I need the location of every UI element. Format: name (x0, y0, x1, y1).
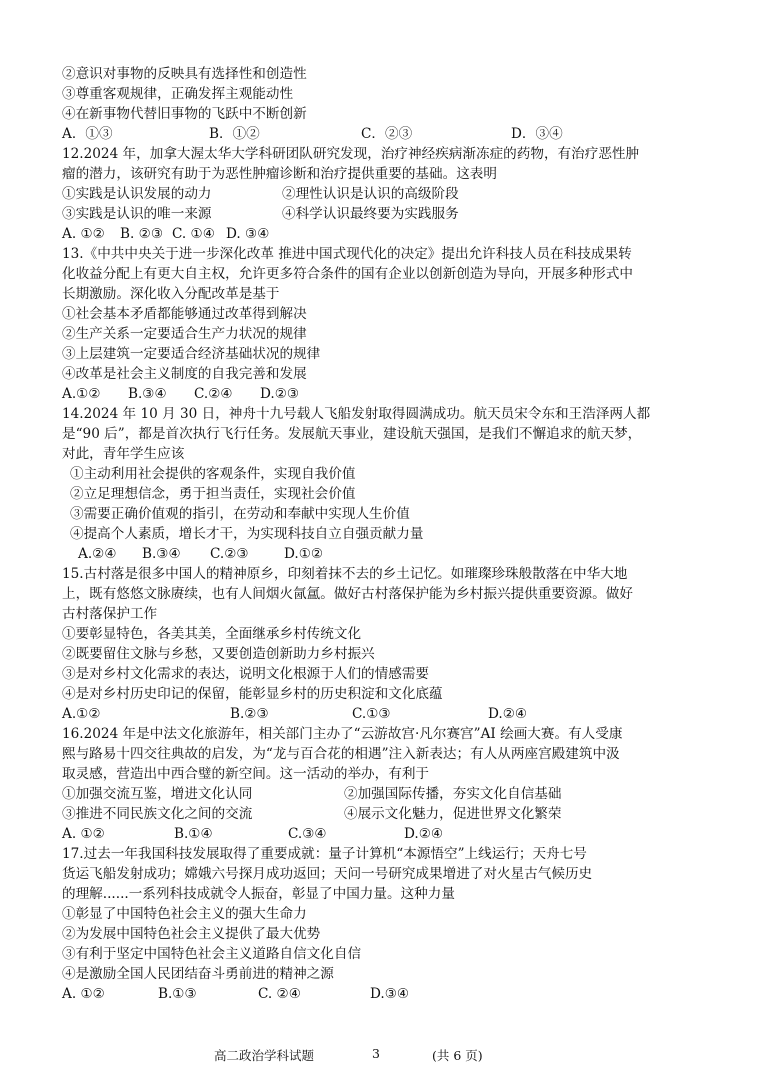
q14-item-1: ①主动利用社会提供的客观条件，实现自我价值 (70, 466, 356, 482)
q16-item-4: ④展示文化魅力，促进世界文化繁荣 (344, 806, 562, 822)
q12-option-b: B. ②③ (120, 226, 164, 242)
q12-options (62, 224, 704, 244)
q17-item-3: ③有利于坚定中国特色社会主义道路自信文化自信 (62, 946, 362, 962)
q16-stem-line-3: 取灵感，营造出中西合璧的新空间。这一活动的举办，有利于 (62, 766, 430, 782)
q12-item-1: ①实践是认识发展的动力 (62, 186, 212, 202)
q14-option-b: B.③④ (142, 546, 181, 562)
q13-stem-line-3: 长期激励。深化收入分配改革是基于 (62, 286, 280, 302)
q16-option-d: D.②④ (404, 826, 444, 842)
question-11-tail (62, 64, 704, 144)
q13-item-4: ④改革是社会主义制度的自我完善和发展 (62, 366, 307, 382)
q12-item-4: ④科学认识最终要为实践服务 (282, 206, 459, 222)
q11-item-2: ②意识对事物的反映具有选择性和创造性 (62, 66, 307, 82)
q14-option-c: C.②③ (210, 546, 249, 562)
q17-option-d: D.③④ (370, 986, 410, 1002)
q13-stem-line-2: 化收益分配上有更大自主权，允许更多符合条件的国有企业以创新创造为导向，开展多种形式中 (62, 266, 633, 282)
q14-option-d: D.①② (284, 546, 324, 562)
question-16 (62, 724, 704, 844)
q16-item-2: ②加强国际传播，夯实文化自信基础 (344, 786, 562, 802)
q15-options (62, 704, 704, 724)
question-13 (62, 244, 704, 404)
q13-option-a: A.①② (62, 386, 101, 402)
q13-option-c: C.②④ (194, 386, 233, 402)
q15-item-2: ②既要留住文脉与乡愁，又要创造创新助力乡村振兴 (62, 646, 375, 662)
q16-item-3: ③推进不同民族文化之间的交流 (62, 806, 253, 822)
q17-stem-line-3: 的理解......一系列科技成就令人振奋，彰显了中国力量。这种力量 (62, 886, 455, 902)
q16-option-a: A. ①② (62, 826, 105, 842)
q12-items-row-2 (62, 204, 704, 224)
q16-options (62, 824, 704, 844)
q13-options (62, 384, 704, 404)
q17-option-a: A. ①② (62, 986, 105, 1002)
q15-stem-line-3: 古村落保护工作 (62, 606, 158, 622)
footer-page-number: 3 (372, 1046, 380, 1061)
question-15 (62, 564, 704, 724)
q16-stem-line-1: 16.2024 年是中法文化旅游年，相关部门主办了“云游故宫·凡尔赛宫”AI 绘画大赛。有人受康 (62, 726, 623, 742)
q13-option-b: B.③④ (128, 386, 167, 402)
q12-items-row-1 (62, 184, 704, 204)
q13-stem-line-1: 13.《中共中央关于进一步深化改革 推进中国式现代化的决定》提出允许科技人员在科技成果转 (62, 246, 632, 262)
q12-stem-line-2: 瘤的潜力，该研究有助于为恶性肿瘤诊断和治疗提供重要的基础。这表明 (62, 166, 497, 182)
q15-option-d: D.②④ (488, 706, 528, 722)
q17-item-4: ④是激励全国人民团结奋斗勇前进的精神之源 (62, 966, 334, 982)
q11-options (62, 124, 704, 144)
q16-option-b: B.①④ (174, 826, 213, 842)
footer-title: 高二政治学科试题 (214, 1048, 315, 1063)
q17-options (62, 984, 704, 1004)
q15-item-1: ①要彰显特色，各美其美，全面继承乡村传统文化 (62, 626, 362, 642)
q16-items-row-2 (62, 804, 704, 824)
q15-item-4: ④是对乡村历史印记的保留，能彰显乡村的历史积淀和文化底蕴 (62, 686, 443, 702)
q14-item-3: ③需要正确价值观的指引，在劳动和奉献中实现人生价值 (70, 506, 410, 522)
q13-item-1: ①社会基本矛盾都能够通过改革得到解决 (62, 306, 307, 322)
q17-stem-line-2: 货运飞船发射成功；嫦娥六号探月成功返回；天问一号研究成果增进了对火星古气候历史 (62, 866, 593, 882)
q11-option-a: A．①③ (62, 126, 113, 142)
q15-stem-line-1: 15.古村落是很多中国人的精神原乡，印刻着抹不去的乡土记忆。如璀璨珍珠般散落在中华大地 (62, 566, 628, 582)
q14-item-4: ④提高个人素质，增长才干，为实现科技自立自强贡献力量 (70, 526, 424, 542)
q13-item-3: ③上层建筑一定要适合经济基础状况的规律 (62, 346, 321, 362)
q11-item-3: ③尊重客观规律，正确发挥主观能动性 (62, 86, 294, 102)
q11-option-b: B．①② (209, 126, 260, 142)
q15-item-3: ③是对乡村文化需求的表达，说明文化根源于人们的情感需要 (62, 666, 430, 682)
q12-item-2: ②理性认识是认识的高级阶段 (282, 186, 459, 202)
q17-stem-line-1: 17.过去一年我国科技发展取得了重要成就：量子计算机“本源悟空”上线运行；天舟七号 (62, 846, 587, 862)
q12-option-c: C. ①④ (172, 226, 215, 242)
q17-option-c: C. ②④ (258, 986, 301, 1002)
q15-option-b: B.②③ (230, 706, 269, 722)
q14-stem-line-3: 对此，青年学生应该 (62, 446, 185, 462)
q14-options (62, 544, 704, 564)
q17-option-b: B.①③ (158, 986, 197, 1002)
footer-total-pages: (共 6 页) (432, 1048, 483, 1063)
q12-option-d: D. ③④ (226, 226, 270, 242)
question-17 (62, 844, 704, 1004)
q17-item-2: ②为发展中国特色社会主义提供了最大优势 (62, 926, 321, 942)
q17-item-1: ①彰显了中国特色社会主义的强大生命力 (62, 906, 307, 922)
q14-stem-line-2: 是“90 后”，都是首次执行飞行任务。发展航天事业，建设航天强国，是我们不懈追求的航天梦， (62, 426, 642, 442)
q14-stem-line-1: 14.2024 年 10 月 30 日，神舟十九号载人飞船发射取得圆满成功。航天员宋令东和王浩泽两人都 (62, 406, 651, 422)
q12-item-3: ③实践是认识的唯一来源 (62, 206, 212, 222)
q11-option-d: D．③④ (511, 126, 563, 142)
question-12 (62, 144, 704, 244)
q16-items-row-1 (62, 784, 704, 804)
q14-item-2: ②立足理想信念，勇于担当责任，实现社会价值 (70, 486, 356, 502)
exam-page (62, 64, 704, 1004)
q16-option-c: C.③④ (288, 826, 327, 842)
q15-option-c: C.①③ (352, 706, 391, 722)
q12-stem-line-1: 12.2024 年，加拿大渥太华大学科研团队研究发现，治疗神经疾病渐冻症的药物，有治疗恶性肿 (62, 146, 640, 162)
q13-item-2: ②生产关系一定要适合生产力状况的规律 (62, 326, 307, 342)
q13-option-d: D.②③ (260, 386, 300, 402)
q11-item-4: ④在新事物代替旧事物的飞跃中不断创新 (62, 106, 307, 122)
q15-stem-line-2: 上，既有悠悠文脉赓续，也有人间烟火氤氲。做好古村落保护能为乡村振兴提供重要资源。做好 (62, 586, 633, 602)
q16-item-1: ①加强交流互鉴，增进文化认同 (62, 786, 253, 802)
q16-stem-line-2: 熙与路易十四交往典故的启发，为“龙与百合花的相遇”注入新表达；有人从两座宫殿建筑中汲 (62, 746, 620, 762)
q14-option-a: A.②④ (78, 546, 117, 562)
q11-option-c: C．②③ (361, 126, 413, 142)
q15-option-a: A.①② (62, 706, 101, 722)
question-14 (62, 404, 704, 564)
q12-option-a: A. ①② (62, 226, 105, 242)
